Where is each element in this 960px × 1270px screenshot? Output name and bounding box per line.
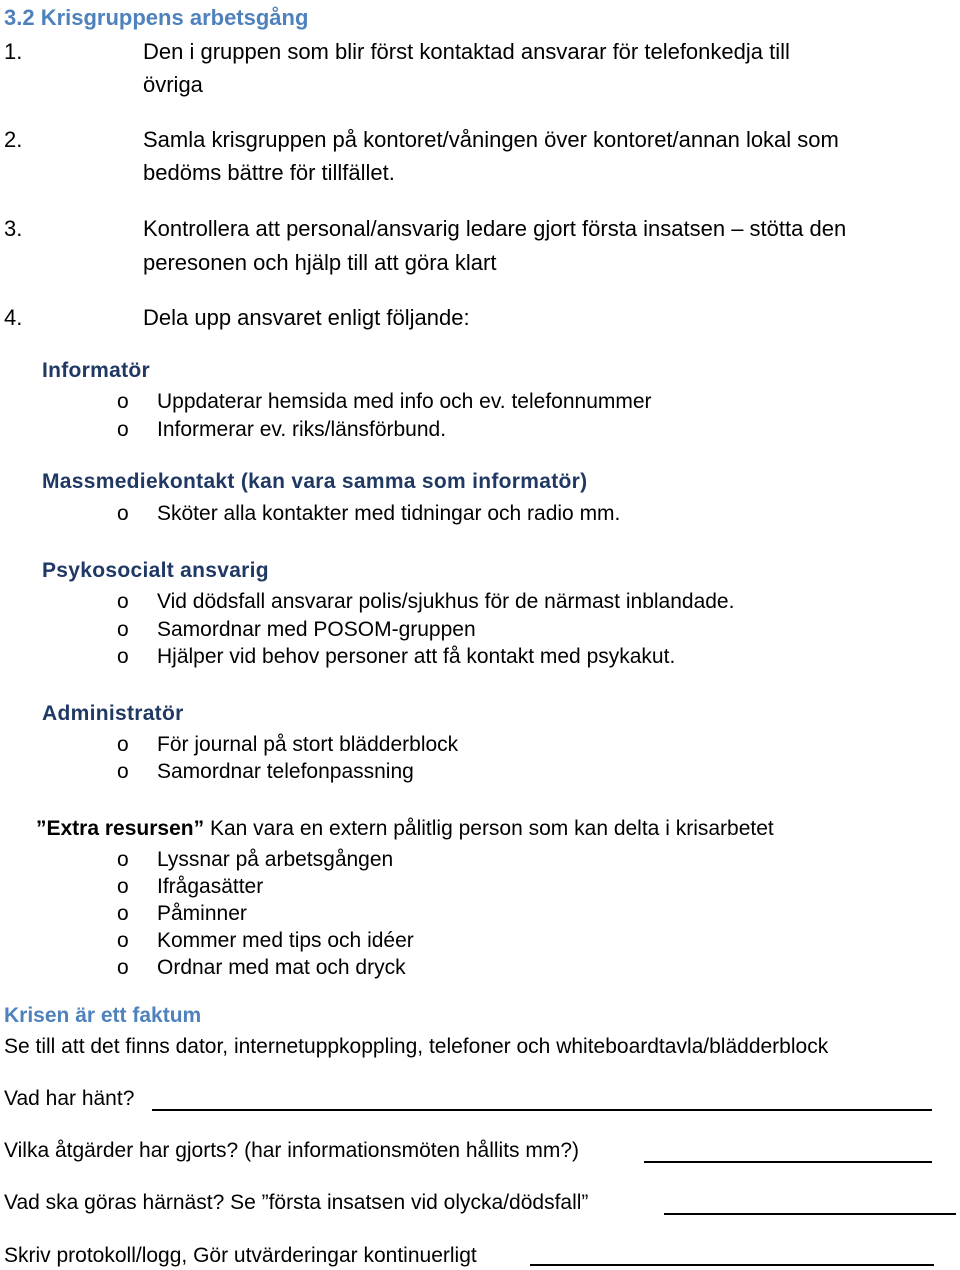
administrator-item-1: För journal på stort blädderblock xyxy=(157,733,459,756)
extra-resursen-row xyxy=(36,817,774,841)
bullet-marker: o xyxy=(117,733,129,756)
question-4: Skriv protokoll/logg, Gör utvärderingar kontinuerligt xyxy=(4,1244,477,1267)
bullet-marker: o xyxy=(117,902,129,925)
bullet-marker: o xyxy=(117,875,129,898)
role-extra-description: Kan vara en extern pålitlig person som kan delta i krisarbetet xyxy=(209,817,774,840)
bullet-marker: o xyxy=(117,848,129,871)
step-4-line-1: Dela upp ansvaret enligt följande: xyxy=(143,305,470,330)
step-1-line-2: övriga xyxy=(143,72,203,97)
massmedia-item-1: Sköter alla kontakter med tidningar och radio mm. xyxy=(157,502,621,525)
role-informator-title: Informatör xyxy=(42,359,150,382)
role-psykosocialt-title: Psykosocialt ansvarig xyxy=(42,559,269,582)
bullet-marker: o xyxy=(117,618,129,641)
administrator-item-2: Samordnar telefonpassning xyxy=(157,760,414,783)
step-1-number: 1. xyxy=(4,39,23,64)
extra-item-5: Ordnar med mat och dryck xyxy=(157,956,406,979)
step-3-line-1: Kontrollera att personal/ansvarig ledare gjort första insatsen – stötta den xyxy=(143,216,847,241)
informator-item-2: Informerar ev. riks/länsförbund. xyxy=(157,418,447,441)
step-4-number: 4. xyxy=(4,305,23,330)
answer-line-3[interactable] xyxy=(664,1213,956,1215)
step-2-line-2: bedöms bättre för tillfället. xyxy=(143,160,395,185)
bullet-marker: o xyxy=(117,645,129,668)
question-2: Vilka åtgärder har gjorts? (har informationsmöten hållits mm?) xyxy=(4,1139,580,1162)
question-3: Vad ska göras härnäst? Se ”första insatsen vid olycka/dödsfall” xyxy=(4,1191,589,1214)
step-3-line-2: peresonen och hjälp till att göra klart xyxy=(143,250,497,275)
step-3-number: 3. xyxy=(4,216,23,241)
extra-item-4: Kommer med tips och idéer xyxy=(157,929,414,952)
role-massmedia-title: Massmediekontakt (kan vara samma som informatör) xyxy=(42,470,588,493)
bullet-marker: o xyxy=(117,390,129,413)
crisis-intro: Se till att det finns dator, internetuppkoppling, telefoner och whiteboardtavla/blädderblock xyxy=(4,1035,829,1058)
role-extra-title: ”Extra resursen” xyxy=(36,817,205,840)
extra-item-3: Påminner xyxy=(157,902,247,925)
answer-line-1[interactable] xyxy=(152,1109,932,1111)
role-administrator-title: Administratör xyxy=(42,702,184,725)
bullet-marker: o xyxy=(117,590,129,613)
step-2-line-1: Samla krisgruppen på kontoret/våningen över kontoret/annan lokal som xyxy=(143,127,839,152)
extra-item-1: Lyssnar på arbetsgången xyxy=(157,848,394,871)
bullet-marker: o xyxy=(117,929,129,952)
step-2-number: 2. xyxy=(4,127,23,152)
psykosocialt-item-1: Vid dödsfall ansvarar polis/sjukhus för de närmast inblandade. xyxy=(157,590,735,613)
bullet-marker: o xyxy=(117,418,129,441)
extra-item-2: Ifrågasätter xyxy=(157,875,264,898)
section-title: 3.2 Krisgruppens arbetsgång xyxy=(4,5,309,30)
bullet-marker: o xyxy=(117,760,129,783)
psykosocialt-item-2: Samordnar med POSOM-gruppen xyxy=(157,618,476,641)
bullet-marker: o xyxy=(117,956,129,979)
step-1-line-1: Den i gruppen som blir först kontaktad ansvarar för telefonkedja till xyxy=(143,39,790,64)
psykosocialt-item-3: Hjälper vid behov personer att få kontakt med psykakut. xyxy=(157,645,676,668)
crisis-title: Krisen är ett faktum xyxy=(4,1004,202,1027)
answer-line-4[interactable] xyxy=(530,1264,934,1266)
answer-line-2[interactable] xyxy=(644,1161,932,1163)
question-1: Vad har hänt? xyxy=(4,1087,135,1110)
informator-item-1: Uppdaterar hemsida med info och ev. telefonnummer xyxy=(157,390,652,413)
bullet-marker: o xyxy=(117,502,129,525)
